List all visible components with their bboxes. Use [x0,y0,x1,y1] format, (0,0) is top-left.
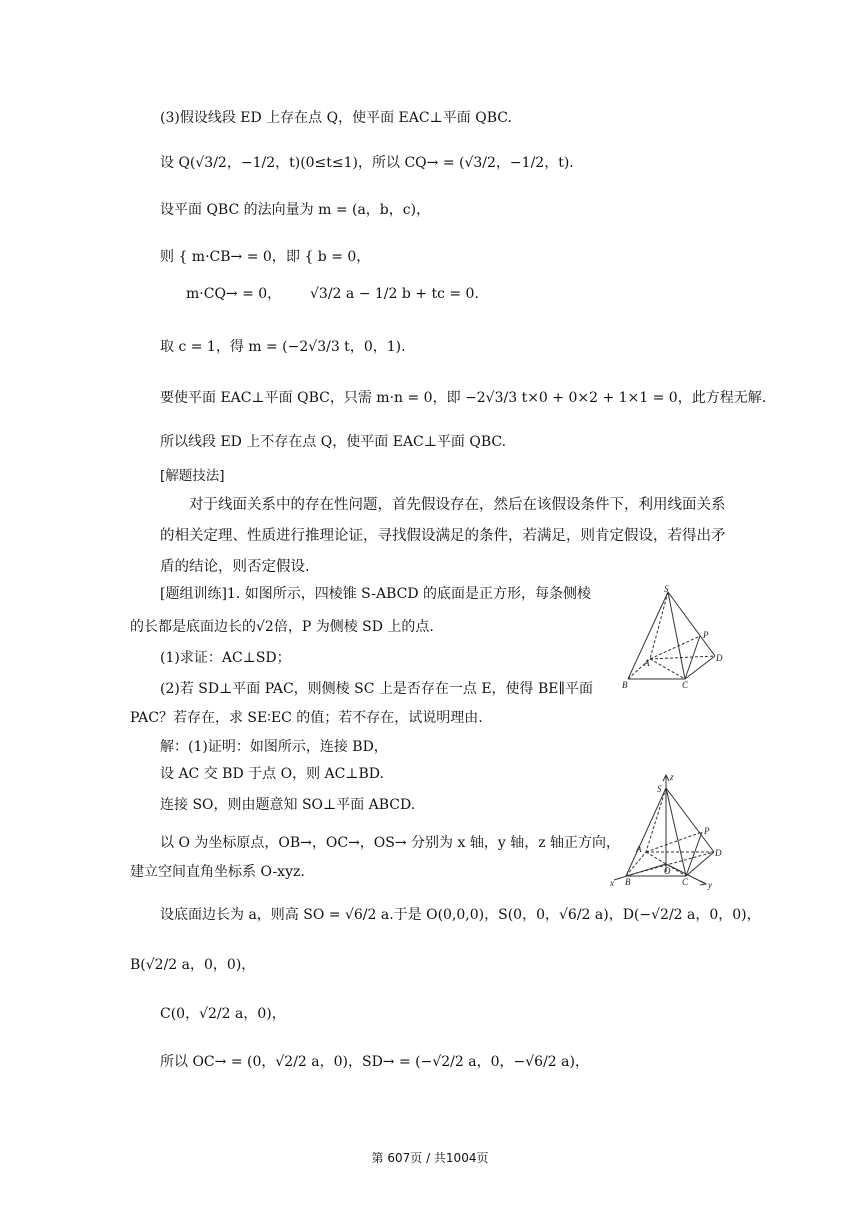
solution-line-1: 解：(1)证明：如图所示，连接 BD， [160,739,388,755]
exercise-part-1: (1)求证：AC⊥SD； [160,650,291,666]
label-D: D [716,653,723,663]
label-P: P [704,826,710,836]
label-D: D [715,848,722,858]
label-B: B [622,680,628,690]
label-P: P [703,630,709,640]
pyramid-figure [620,584,730,694]
axis-label-y: y [708,880,712,890]
method-heading: [解题技法] [160,468,225,484]
system-m-CB: 则 { m·CB→ = 0， [160,249,286,265]
exercise-line-1: [题组训练]1. 如图所示，四棱锥 S-ABCD 的底面是正方形，每条侧棱 [160,586,592,602]
solution-line-6: 设底面边长为 a，则高 SO = √6/2 a.于是 O(0,0,0)，S(0，0，√6/2 a)，D(−√2/2 a，0，0)， [160,907,761,923]
line-set-Q: 设 Q(√3/2，−1/2，t)(0≤t≤1)，所以 CQ→ = (√3/2，−1/2，t). [160,155,574,171]
page-footer: 第 607页 / 共1004页 [371,1151,489,1165]
line-normal-vector: 设平面 QBC 的法向量为 m = (a，b，c)， [160,202,431,218]
exercise-part-2a: (2)若 SD⊥平面 PAC，则侧棱 SC 上是否存在一点 E，使得 BE∥平面 [160,681,593,697]
label-C: C [682,877,689,887]
exercise-line-2: 的长都是底面边长的√2倍，P 为侧棱 SD 上的点. [130,619,434,635]
exercise-part-2b: PAC？若存在，求 SE∶EC 的值；若不存在，试说明理由. [130,710,483,726]
solution-line-4: 以 O 为坐标原点，OB→，OC→，OS→ 分别为 x 轴，y 轴，z 轴正方向， [160,835,621,851]
system-m-CQ: m·CQ→ = 0， [186,286,282,302]
line-require-perp: 要使平面 EAC⊥平面 QBC，只需 m·n = 0，即 −2√3/3 t×0 + 0×2 + 1×1 = 0，此方程无解. [160,390,767,406]
label-B: B [625,877,631,887]
system-equation: √3/2 a − 1/2 b + tc = 0. [310,286,479,302]
solution-line-2: 设 AC 交 BD 于点 O，则 AC⊥BD. [160,766,384,782]
line-assume-Q: (3)假设线段 ED 上存在点 Q，使平面 EAC⊥平面 QBC. [160,110,512,126]
label-A: A [644,658,650,668]
method-paragraph: 对于线面关系中的存在性问题，首先假设存在，然后在该假设条件下，利用线面关系的相关定理、性质进行推理论证，寻找假设满足的条件，若满足，则肯定假设，若得出矛盾的结论，则否定假设. [160,497,726,575]
label-C: C [682,680,689,690]
axis-label-x: x [610,878,614,888]
solution-line-5: 建立空间直角坐标系 O-xyz. [130,864,305,880]
label-S: S [657,784,662,794]
coordinate-figure [606,772,726,890]
solution-line-3: 连接 SO，则由题意知 SO⊥平面 ABCD. [160,797,416,813]
solution-line-9: 所以 OC→ = (0，√2/2 a，0)，SD→ = (−√2/2 a，0，−√6/2 a)， [160,1054,589,1070]
solution-line-8: C(0，√2/2 a，0)， [160,1006,286,1022]
axis-label-z: z [670,772,674,782]
system-b-zero: 即 { b = 0， [286,249,371,265]
label-S: S [664,584,669,594]
label-A: A [636,844,642,854]
solution-line-7: B(√2/2 a，0，0)， [130,957,256,973]
line-conclusion: 所以线段 ED 上不存在点 Q，使平面 EAC⊥平面 QBC. [160,434,507,450]
label-O: O [664,866,671,876]
line-take-c: 取 c = 1，得 m = (−2√3/3 t，0，1). [160,339,406,355]
